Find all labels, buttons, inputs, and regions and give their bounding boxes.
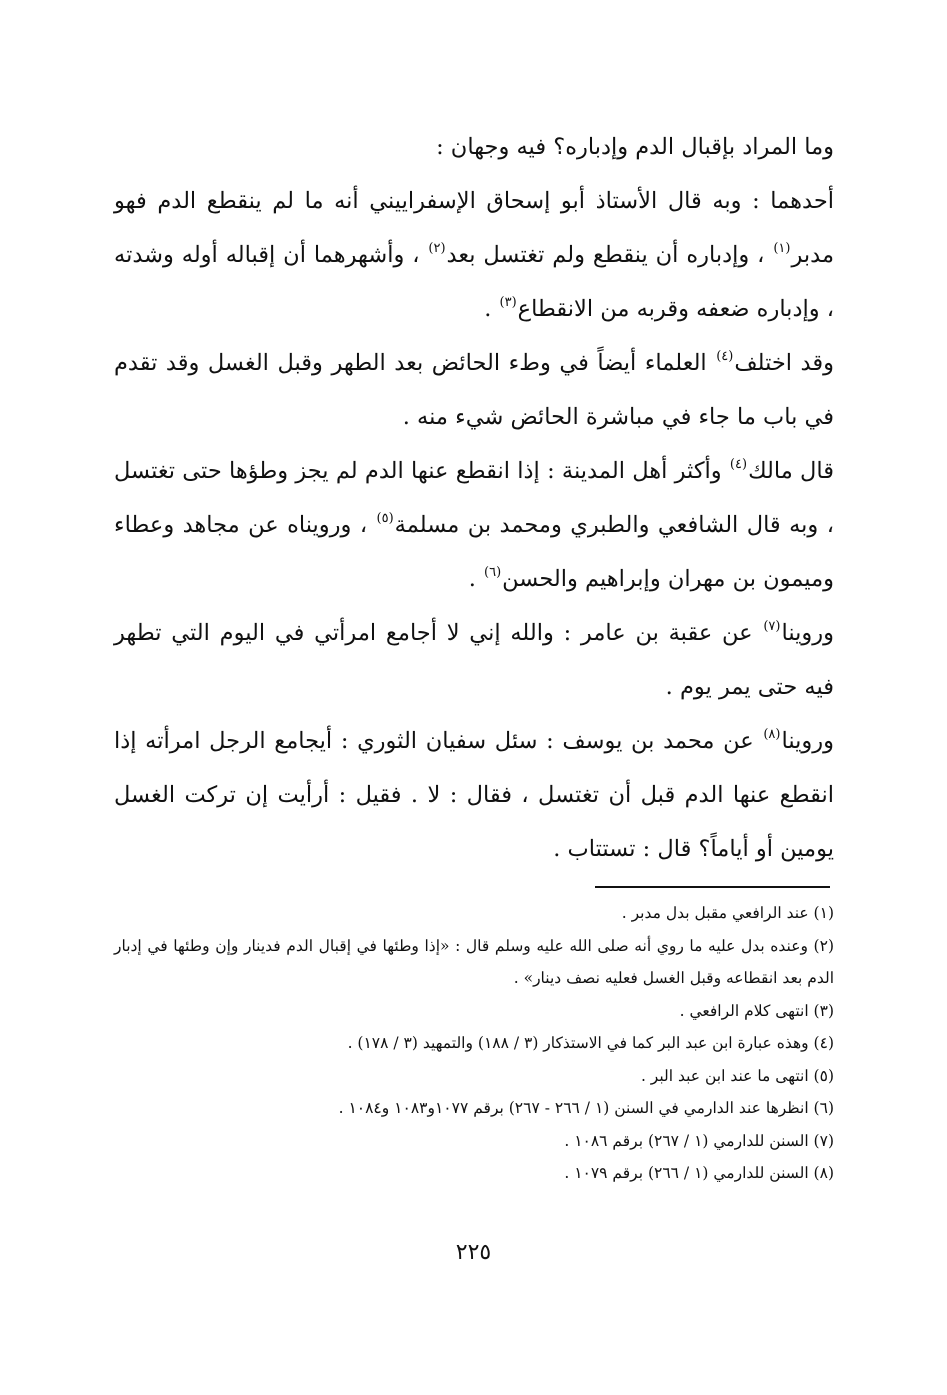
footnote: (١) عند الرافعي مقبل بدل مدبر . [621, 904, 834, 922]
paragraph-text: وقد اختلف [734, 350, 834, 376]
paragraph-text: وروينا [781, 728, 834, 754]
paragraph-text: عن محمد بن يوسف : سئل سفيان الثوري : أيجامع الرجل امرأته إذا انقطع عنها الدم قبل أن تغتسل ، فقال : لا . فقيل : أرأيت إن تركت الغسل يومين أو أياماً؟ قال : تستتاب . [114, 728, 834, 862]
footnotes [114, 897, 834, 1190]
paragraph-text: ، وأشهرهما أن إقباله أوله وشدته ، وإدباره ضعفه وقربه من الانقطاع [114, 242, 834, 322]
paragraph [114, 120, 834, 174]
footnote-marker: (٨) [763, 727, 781, 742]
paragraph-text: . [484, 296, 499, 322]
footnote-marker: (٣) [499, 295, 517, 310]
footnote-marker: (٥) [376, 511, 394, 526]
paragraph-text: العلماء أيضاً في وطء الحائض بعد الطهر وقبل الغسل وقد تقدم في باب ما جاء في مباشرة الحائض شيء منه . [114, 350, 834, 430]
footnote-marker: (٧) [763, 619, 781, 634]
paragraph-text: أحدهما : وبه قال الأستاذ أبو إسحاق الإسفراييني أنه ما لم ينقطع الدم فهو مدبر [114, 188, 834, 268]
paragraph-text: ، ورويناه عن مجاهد وعطاء وميمون بن مهران وإبراهيم والحسن [114, 512, 834, 592]
paragraph-text: وما المراد بإقبال الدم وإدباره؟ فيه وجهان : [436, 134, 834, 160]
main-text [114, 120, 834, 876]
paragraph [114, 714, 834, 876]
footnote: (٧) السنن للدارمي (١ / ٢٦٧) برقم ١٠٨٦ . [564, 1131, 834, 1150]
paragraph-text: ، وإدباره أن ينقطع ولم تغتسل بعد [446, 242, 773, 268]
paragraph-text: عن عقبة بن عامر : والله إني لا أجامع امرأتي في اليوم التي تطهر فيه حتى يمر يوم . [114, 620, 834, 700]
footnote-separator [595, 886, 830, 888]
footnote: (٨) السنن للدارمي (١ / ٢٦٦) برقم ١٠٧٩ . [564, 1164, 834, 1182]
paragraph-text: قال مالك [748, 458, 835, 484]
footnote-marker: (٤) [716, 349, 734, 364]
paragraph [114, 606, 834, 714]
footnote: (٥) انتهى ما عند ابن عبد البر . [640, 1066, 834, 1085]
footnote: (٦) انظرها عند الدارمي في السنن (١ / ٢٦٦ - ٢٦٧) برقم ١٠٧٧و١٠٨٣ و١٠٨٤ . [338, 1099, 834, 1117]
footnote-marker: (٢) [428, 241, 446, 256]
paragraph-text: وروينا [781, 620, 834, 646]
footnote: (٢) وعنده بدل عليه ما روي أنه صلى الله عليه وسلم قال : «إذا وطئها في إقبال الدم فدينار وإن وطئها في إدبار الدم بعد انقطاعه وقبل الغسل فعليه نصف دينار» . [114, 936, 834, 987]
paragraph [114, 174, 834, 336]
footnote-marker: (٦) [484, 565, 502, 580]
paragraph [114, 336, 834, 444]
footnote-marker: (١) [773, 241, 791, 256]
footnote-marker: (٤) [729, 457, 748, 472]
footnote: (٣) انتهى كلام الرافعي . [679, 1001, 834, 1020]
page-number: ٢٢٥ [455, 1240, 492, 1265]
paragraph-text: وأكثر أهل المدينة : إذا انقطع عنها الدم لم يجز وطؤها حتى تغتسل ، وبه قال الشافعي والطبري ومحمد بن مسلمة [114, 458, 834, 538]
footnote: (٤) وهذه عبارة ابن عبد البر كما في الاستذكار (٣ / ١٨٨) والتمهيد (٣ / ١٧٨) . [347, 1034, 834, 1052]
paragraph [114, 444, 834, 606]
paragraph-text: . [468, 566, 484, 592]
